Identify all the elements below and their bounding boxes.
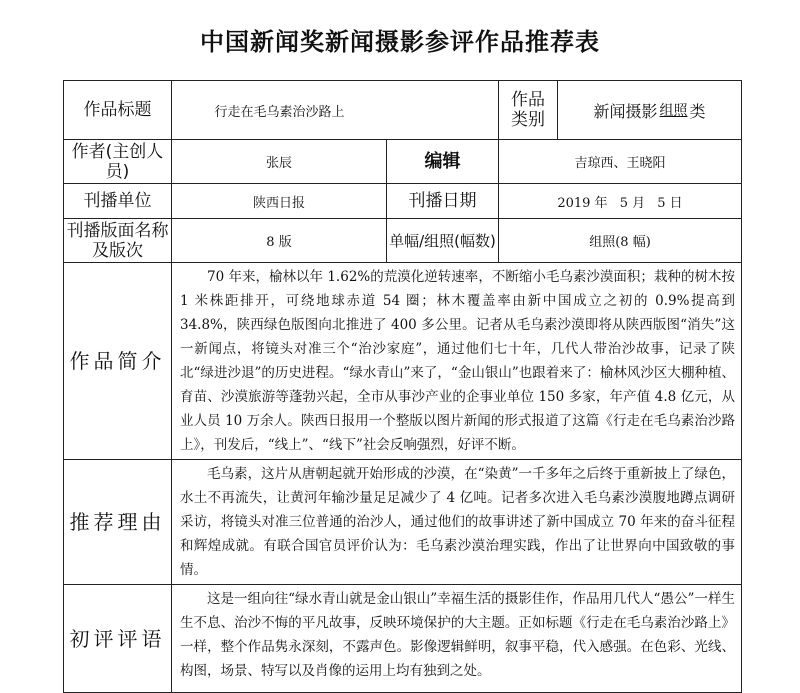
editor-value: 吉琼西、王晓阳 [499, 140, 742, 184]
row-work-title [64, 81, 742, 140]
recommendation-form [63, 80, 742, 693]
row-page [64, 219, 742, 263]
category-value [558, 81, 741, 139]
row-author [64, 140, 742, 184]
review-text: 这是一组向往“绿水青山就是金山银山”幸福生活的摄影佳作，作品用几代人“愚公”一样生生不息、治沙不悔的平凡故事，反映环境保护的大主题。正如标题《行走在毛乌素治沙路上》一样，整个作品隽永深刻，不露声色。影像逻辑鲜明，叙事平稳，代入感强。在色彩、光线、构图，场景、特写以及肖像的运用上均有独到之处。 [172, 585, 742, 693]
work-title-value [172, 81, 499, 140]
author-value: 张辰 [172, 140, 387, 184]
work-title-text: 行走在毛乌素治沙路上 [214, 104, 345, 120]
category-type: 组照 [659, 103, 688, 119]
reason-label: 推荐理由 [64, 460, 172, 585]
category-prefix: 新闻摄影 [593, 101, 658, 121]
date-year: 2019 年 [557, 195, 608, 211]
category-suffix: 类 [689, 101, 706, 121]
reason-text: 毛乌素，这片从唐朝起就开始形成的沙漠，在“染黄”一千多年之后终于重新披上了绿色，水土不再流失，让黄河年输沙量足足减少了 4 亿吨。记者多次进入毛乌素沙漠腹地蹲点调研采访，将镜头对准三位普通的治沙人，通过他们的故事讲述了新中国成立 70 年来的奋斗征程和辉煌成就。有联合国官员评价认为：毛乌素沙漠治理实践，作出了让世界向中国致敬的事情。 [172, 460, 742, 585]
date-day: 5 日 [657, 195, 683, 211]
row-publisher [64, 184, 742, 219]
row-summary [64, 263, 742, 460]
count-label: 单幅/组照(幅数) [387, 219, 499, 263]
review-label: 初评评语 [64, 585, 172, 693]
page-value: 8 版 [172, 219, 387, 263]
publisher-label: 刊播单位 [64, 184, 172, 219]
category-cell [499, 81, 742, 140]
page-label: 刊播版面名称及版次 [64, 219, 172, 263]
summary-text: 70 年来，榆林以年 1.62%的荒漠化逆转速率，不断缩小毛乌素沙漠面积；栽种的树木按 1 米株距排开，可绕地球赤道 54 圈；林木覆盖率由新中国成立之初的 0.9%提高到 34.8%，陕西绿色版图向北推进了 400 多公里。记者从毛乌素沙漠即将从陕西版图“消失”这一新闻点，将镜头对准三个“治沙家庭”，通过他们七十年，几代人带治沙故事，记录了陕北“绿进沙退”的历史进程。“绿水青山”来了，“金山银山”也跟着来了：榆林风沙区大棚种植、育苗、沙漠旅游等蓬勃兴起，全市从事沙产业的企事业单位 150 多家，年产值 4.8 亿元，从业人员 10 万余人。陕西日报用一个整版以图片新闻的形式报道了这篇《行走在毛乌素治沙路上》，刊发后，“线上”、“线下”社会反响强烈，好评不断。 [172, 263, 742, 460]
publisher-value: 陕西日报 [172, 184, 387, 219]
date-value [499, 184, 742, 219]
date-month: 5 月 [619, 195, 646, 211]
date-label: 刊播日期 [387, 184, 499, 219]
count-value: 组照(8 幅) [499, 219, 742, 263]
page-title: 中国新闻奖新闻摄影参评作品推荐表 [200, 28, 600, 56]
editor-label: 编辑 [387, 140, 499, 184]
row-review [64, 585, 742, 693]
summary-label: 作品简介 [64, 263, 172, 460]
row-reason [64, 460, 742, 585]
work-title-label: 作品标题 [64, 81, 172, 140]
author-label: 作者(主创人员) [64, 140, 172, 184]
category-label: 作品类别 [499, 81, 558, 139]
